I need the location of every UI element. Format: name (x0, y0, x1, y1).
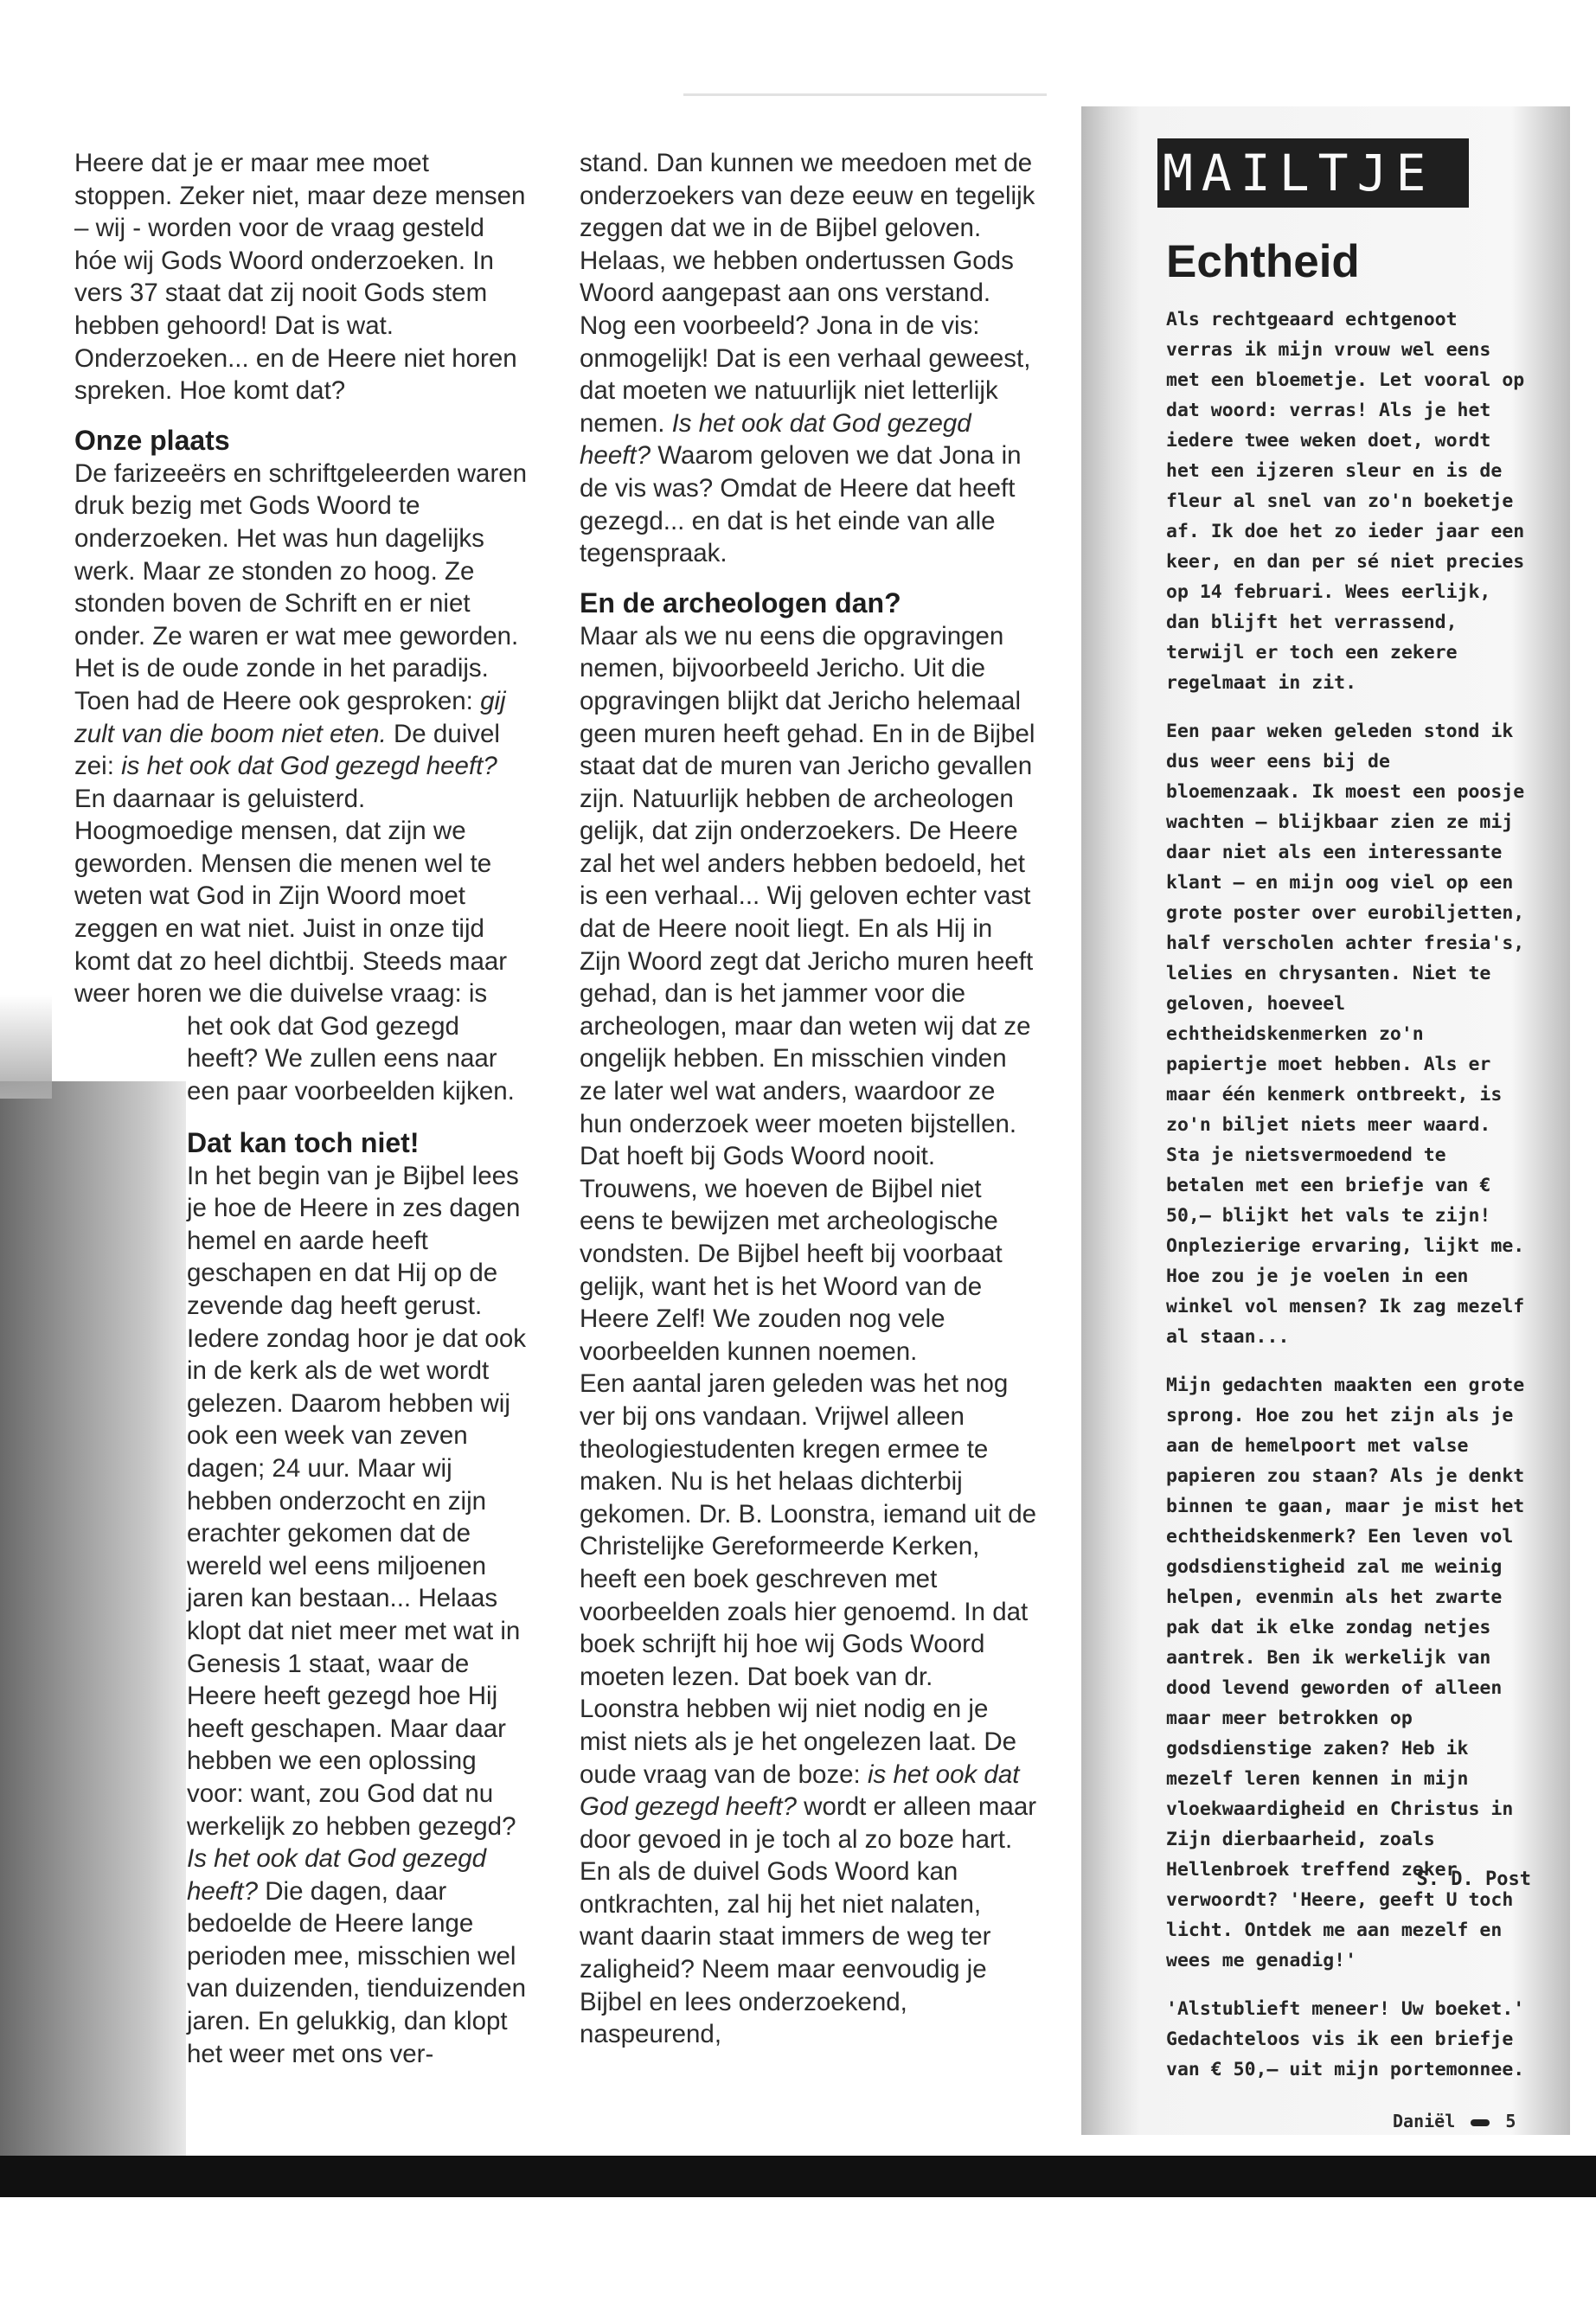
text: De farizeeërs en schriftgeleerden waren druk bezig met Gods Woord te onderzoeken. Het was hun dagelijks werk. Maar ze stonden zo hoog. Ze stonden boven de Schrift en er niet onder. Ze waren er wat mee geworden. Het is de oude zonde in het paradijs. Toen had de Heere ook gesproken: (74, 458, 528, 715)
paragraph (187, 1160, 531, 2071)
sidebar-paragraph: Een paar weken geleden stond ik dus weer eens bij de bloemenzaak. Ik moest een poosje wachten – blijkbaar zien ze mij daar niet als een interessante klant – en mijn oog viel op een grote poster over eurobiljetten, half verscholen achter fresia's, lelies en chrysanten. Niet te geloven, hoeveel echtheidskenmerken zo'n papiertje moet hebben. Als er maar één kenmerk ontbreekt, is zo'n biljet niets meer waard. Sta je nietsvermoedend te betalen met een briefje van € 50,– blijkt het vals te zijn! Onplezierige ervaring, lijkt me. Hoe zou je je voelen in een winkel vol mensen? Ik zag mezelf al staan... (1166, 721, 1525, 1348)
logo-icon (1471, 2119, 1490, 2126)
text: In het begin van je Bijbel lees je hoe de Heere in zes dagen hemel en aarde heeft geschapen en dat Hij op de zevende dag heeft gerust. Iedere zondag hoor je dat ook in de kerk als de wet wordt gelezen. Daarom hebben wij ook een week van zeven dagen; 24 uur. Maar wij hebben onderzocht en zijn erachter gekomen dat de wereld wel eens miljoenen jaren kan bestaan... Helaas klopt dat niet meer met wat in Genesis 1 staat, waar de Heere heeft gezegd hoe Hij heeft geschapen. Maar daar hebben we een oplossing voor: want, zou God dat nu werkelijk zo hebben gezegd? (187, 1161, 526, 1841)
paragraph: stand. Dan kunnen we meedoen met de onderzoekers van deze eeuw en tegelijk zeggen dat we in de Bijbel geloven. Helaas, we hebben ondertussen Gods Woord aangepast aan ons verstand. (580, 149, 1035, 308)
text: wordt er alleen maar door gevoed in je toch al zo boze hart. En als de duivel Gods Woord kan ontkrachten, zal hij het niet nalaten, want daarin staat immers de weg ter zaligheid? Neem maar eenvoudig je Bijbel en lees onderzoekend, naspeurend, (580, 1792, 1037, 2049)
italic-quote: Is het ook dat God gezegd heeft? (187, 1844, 487, 1906)
scan-shadow-upper (0, 995, 52, 1099)
author-signature: S. D. Post (1416, 1868, 1531, 1890)
heading-archeologen: En de archeologen dan? (580, 586, 901, 619)
page-number: 5 (1505, 2111, 1516, 2131)
italic-quote: Is het ook dat God gezegd heeft? (580, 408, 971, 471)
paragraph (580, 310, 1038, 570)
text: En daarnaar is geluisterd. Hoogmoedige mensen, dat zijn we geworden. Mensen die menen wel te weten wat God in Zijn Woord moet zeggen en wat niet. Juist in onze tijd komt dat zo heel dichtbij. Steeds maar weer horen we die duivelse vraag: is (74, 784, 508, 1009)
scan-border-bottom (0, 2156, 1596, 2197)
text: Een aantal jaren geleden was het nog ver bij ons vandaan. Vrijwel alleen theologiestudenten kregen ermee te maken. Nu is het helaas dichterbij gekomen. Dr. B. Loonstra, iemand uit de Christelijke Gereformeerde Kerken, heeft een boek geschreven met voorbeelden zoals hier genoemd. In dat boek schrijft hij hoe wij Gods Woord moeten lezen. Dat boek van dr. Loonstra hebben wij niet nodig en je mist niets als je het ongelezen laat. De oude vraag van de boze: (580, 1369, 1037, 1789)
sidebar-header: MAILTJE (1157, 138, 1469, 208)
text: Die dagen, daar bedoelde de Heere lange perioden mee, misschien wel van duizenden, tienduizenden jaren. En gelukkig, dan klopt het weer met ons ver- (187, 1876, 527, 2068)
paragraph (74, 458, 531, 1010)
sidebar-paragraph: 'Alstublieft meneer! Uw boeket.' Gedachteloos vis ik een briefje van € 50,– uit mijn portemonnee. (1166, 1998, 1525, 2080)
paragraph: het ook dat God gezegd heeft? We zullen eens naar een paar voorbeelden kijken. (187, 1011, 515, 1106)
page-footer (1393, 2111, 1516, 2131)
sidebar-paragraph: Mijn gedachten maakten een grote sprong. Hoe zou het zijn als je aan de hemelpoort met valse papieren zou staan? Als je denkt binnen te gaan, maar je mist het echtheidskenmerk? Een leven vol godsdienstigheid zal me weinig helpen, evenmin als het zwarte pak dat ik elke zondag netjes aantrek. Ben ik werkelijk van dood levend geworden of alleen maar meer betrokken op godsdienstige zaken? Heb ik mezelf leren kennen in mijn vloekwaardigheid en Christus in Zijn dierbaarheid, zoals Hellenbroek treffend zeker verwoordt? 'Heere, geeft U toch licht. Ontdek me aan mezelf en wees me genadig!' (1166, 1375, 1525, 1971)
paragraph: Heere dat je er maar mee moet stoppen. Zeker niet, maar deze mensen – wij - worden voor de vraag gesteld hóe wij Gods Woord onderzoeken. In vers 37 staat dat zij nooit Gods stem hebben gehoord! Dat is wat. Onderzoeken... en de Heere niet horen spreken. Hoe komt dat? (74, 149, 526, 406)
column-left (74, 147, 531, 2070)
italic-quote: is het ook dat God gezegd heeft? (580, 1759, 1020, 1822)
sidebar-text (1166, 304, 1529, 2103)
column-middle (580, 147, 1038, 2051)
text: Waarom geloven we dat Jona in de vis was? Omdat de Heere dat heeft gezegd... en dat is het einde van alle tegenspraak. (580, 441, 1022, 568)
paragraph (580, 1368, 1038, 2050)
paragraph: Trouwens, we hoeven de Bijbel niet eens te bewijzen met archeologische vondsten. De Bijbel heeft bij voorbaat gelijk, want het is het Woord van de Heere Zelf! We zouden nog vele voorbeelden kunnen noemen. (580, 1174, 1003, 1366)
text: De duivel zei: (74, 719, 500, 781)
text: Nog een voorbeeld? Jona in de vis: onmogelijk! Dat is een verhaal geweest, dat moeten we natuurlijk niet letterlijk nemen. (580, 311, 1031, 438)
paragraph: Maar als we nu eens die opgravingen nemen, bijvoorbeeld Jericho. Uit die opgravingen blijkt dat Jericho helemaal geen muren heeft gehad. En in de Bijbel staat dat de muren van Jericho gevallen zijn. Natuurlijk hebben de archeologen gelijk, dat zijn onderzoekers. De Heere zal het wel anders hebben bedoeld, het is een verhaal... Wij geloven echter vast dat de Heere nooit liegt. En als Hij in Zijn Woord zegt dat Jericho muren heeft gehad, dan is het jammer voor die archeologen, maar dan weten wij dat ze ongelijk hebben. En misschien vinden ze later wel wat anders, waardoor ze hun onderzoek weer moeten bijstellen. Dat hoeft bij Gods Woord nooit. (580, 621, 1035, 1171)
heading-dat-kan-toch-niet: Dat kan toch niet! (187, 1126, 420, 1158)
heading-onze-plaats: Onze plaats (74, 424, 230, 456)
magazine-name: Daniël (1393, 2111, 1456, 2131)
italic-quote: is het ook dat God gezegd heeft? (121, 752, 497, 781)
sidebar-paragraph: Als rechtgeaard echtgenoot verras ik mijn vrouw wel eens met een bloemetje. Let vooral op dat woord: verras! Als je het iedere twee weken doet, wordt het een ijzeren sleur en is de fleur al snel van zo'n boeketje af. Ik doe het zo ieder jaar een keer, en dan per sé niet precies op 14 februari. Wees eerlijk, dan blijft het verrassend, terwijl er toch een zekere regelmaat in zit. (1166, 309, 1525, 694)
page-top-rule (683, 93, 1047, 96)
sidebar-title: Echtheid (1166, 236, 1360, 287)
italic-quote: gij zult van die boom niet eten. (74, 686, 506, 748)
